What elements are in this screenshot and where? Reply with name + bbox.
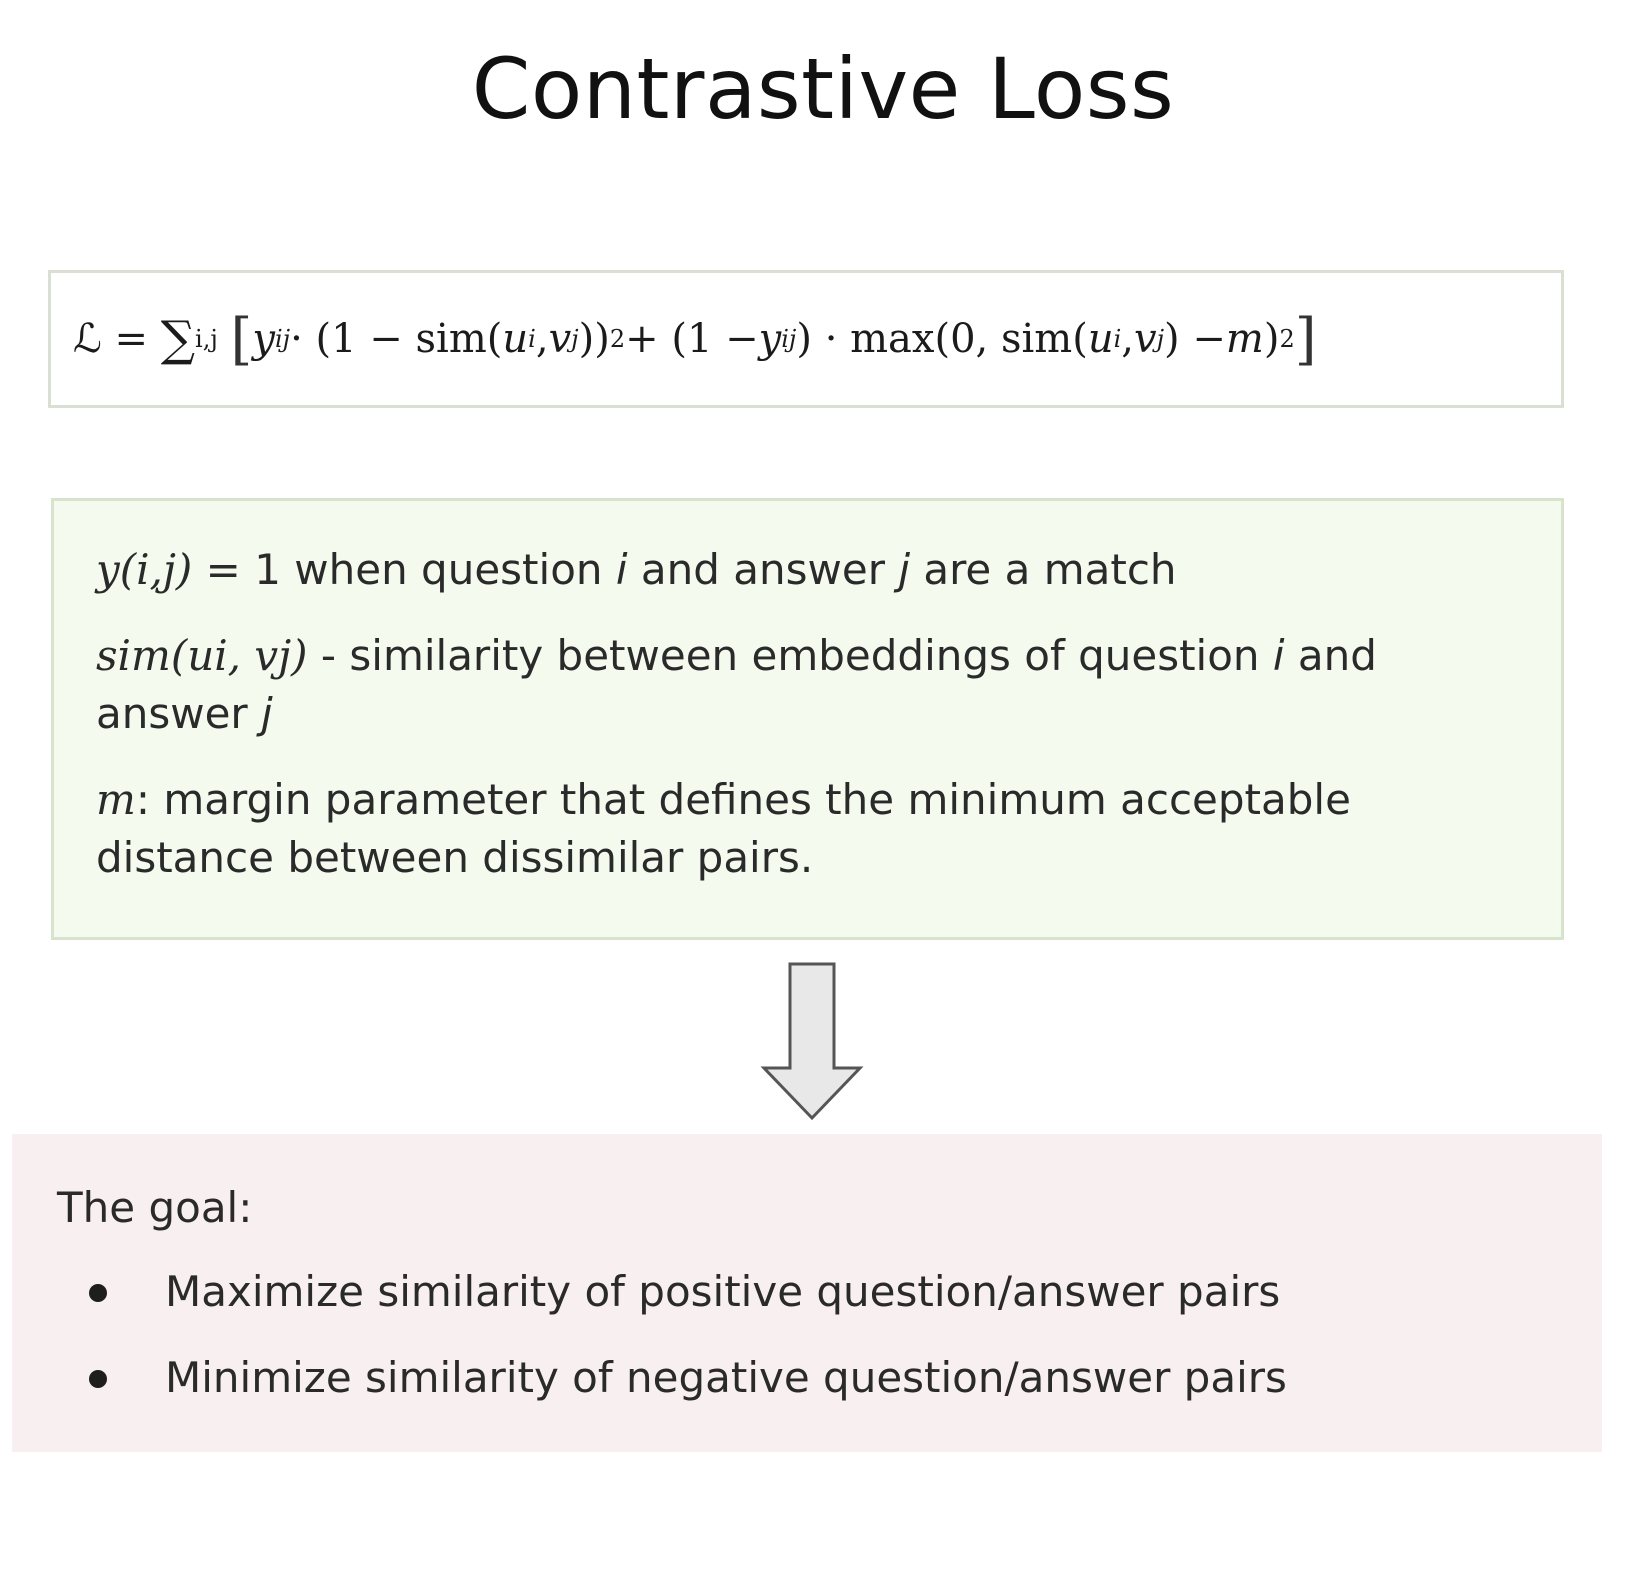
definition-margin: m: margin parameter that defines the minimum acceptable distance between dissimilar pairs. bbox=[96, 775, 1351, 882]
formula-lhs: ℒ bbox=[73, 316, 102, 362]
loss-formula: ℒ = ∑ i,j [ y ij · (1 − sim( u i , v j )) 2 + (1 − y ij ) · max(0, sim( u i , v j ) − m ) 2 ] bbox=[48, 270, 1564, 408]
list-item: Maximize similarity of positive question/answer pairs bbox=[57, 1264, 1602, 1320]
definitions-panel bbox=[51, 498, 1564, 940]
page-title: Contrastive Loss bbox=[471, 40, 1175, 138]
goal-panel bbox=[12, 1134, 1602, 1452]
goal-heading: The goal: bbox=[57, 1183, 253, 1232]
goal-list bbox=[57, 1264, 1602, 1406]
definition-sim: sim(ui, vj) - similarity between embeddings of question i and answer j bbox=[96, 631, 1377, 738]
sum-symbol: ∑ bbox=[160, 311, 196, 367]
definition-y: y(i,j) = 1 when question i and answer j are a match bbox=[96, 545, 1177, 594]
down-arrow-icon bbox=[760, 962, 864, 1122]
bullet-icon bbox=[89, 1284, 107, 1302]
list-item: Minimize similarity of negative question/answer pairs bbox=[57, 1350, 1602, 1406]
bullet-icon bbox=[89, 1370, 107, 1388]
